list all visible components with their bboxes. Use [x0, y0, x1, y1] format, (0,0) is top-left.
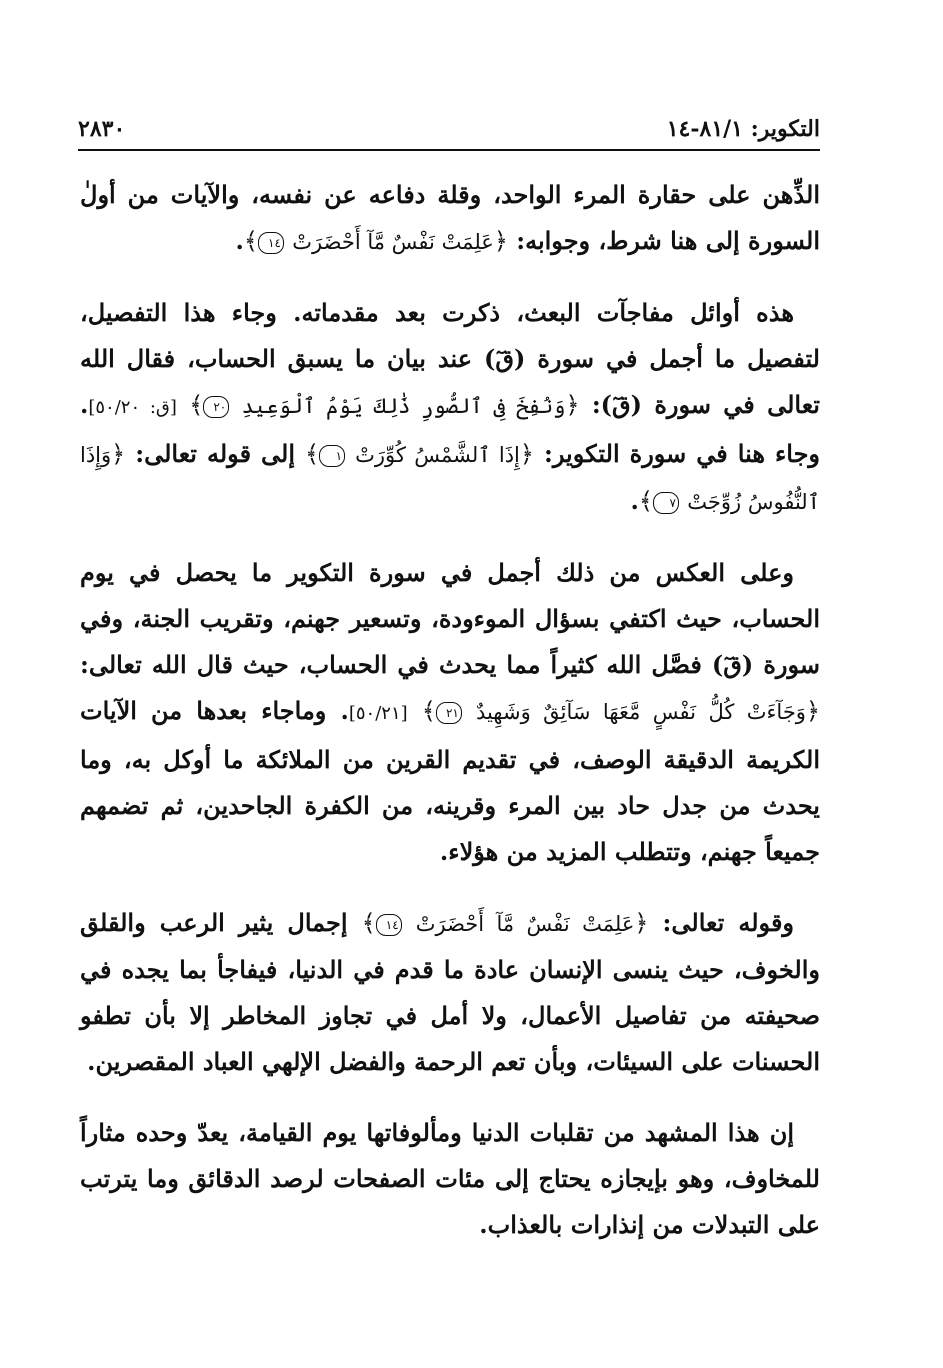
ayah-number-marker: ١ — [319, 445, 345, 467]
paragraph-1 — [80, 172, 820, 265]
quran-verse: عَلِمَتْ نَفْسٌ مَّآ أَحْضَرَتْ — [415, 912, 635, 936]
ornate-bracket-open: ﴿ — [634, 909, 649, 937]
verse-citation: [ق: ٥٠/٢٠] — [88, 397, 177, 418]
ayah-number-marker: ١٤ — [376, 914, 402, 936]
verse-citation: [٥٠/٢١] — [348, 703, 408, 724]
paragraph-text: . — [235, 226, 244, 255]
ornate-bracket-close: ﴾ — [361, 909, 376, 937]
quran-verse: عَلِمَتْ نَفْسٌ مَّآ أَحْضَرَتْ — [292, 230, 494, 254]
paragraph-5 — [80, 1110, 820, 1248]
ayah-number-marker: ٧ — [653, 492, 679, 514]
paragraph-text: الذِّهن على حقارة المرء الواحد، وقلة دفاعه عن نفسه، والآيات من أولٰ السورة إلى هنا شرط، وجوابه: — [80, 180, 820, 255]
ornate-bracket-close: ﴾ — [189, 391, 204, 419]
paragraph-text: . وماجاء بعدها من الآيات الكريمة الدقيقة الوصف، في تقديم القرين من الملائكة ما أوكل به، وما يحدث من جدل حاد بين المرء وقرينه، من الكفرة الجاحدين، ثم تضمهم جميعاً جهنم، وتتطلب المزيد من هؤلاء. — [80, 696, 820, 866]
quran-verse: وَنُفِخَ فِى ٱلصُّورِ ذَٰلِكَ يَوْمُ ٱلْوَعِيدِ — [241, 394, 566, 418]
ornate-bracket-close: ﴾ — [305, 440, 320, 468]
paragraph-text: . وجاء هنا في سورة التكوير: — [80, 390, 821, 468]
ornate-bracket-close: ﴾ — [243, 227, 258, 255]
ornate-bracket-open: ﴿ — [493, 227, 508, 255]
ayah-number-marker: ٢٠ — [203, 396, 229, 418]
ornate-bracket-open: ﴿ — [805, 697, 820, 725]
quran-verse: وَجَآءَتْ كُلُّ نَفْسٍ مَّعَهَا سَآئِقٌ وَشَهِيدٌ — [475, 700, 806, 724]
paragraph-text: وقوله تعالى: — [648, 908, 795, 937]
quran-verse: إِذَا ٱلشَّمْسُ كُوِّرَتْ — [355, 443, 520, 467]
ornate-bracket-open: ﴿ — [111, 440, 126, 468]
ornate-bracket-open: ﴿ — [565, 391, 580, 419]
header-divider — [78, 149, 820, 151]
page-number: ٢٨٣٠ — [78, 116, 126, 142]
paragraph-text: إن هذا المشهد من تقلبات الدنيا ومألوفاتها يوم القيامة، يعدّ وحده مثاراً للمخاوف، وهو بإيجازه يحتاج إلى مئات الصفحات لرصد الدقائق وما يترتب على التبدلات من إنذارات بالعذاب. — [80, 1118, 820, 1239]
paragraph-text: إلى قوله تعالى: — [125, 439, 306, 468]
surah-reference: التكوير: ٨١/١-١٤ — [666, 116, 820, 142]
paragraph-text: إجمال يثير الرعب والقلق والخوف، حيث ينسى الإنسان عادة ما قدم في الدنيا، فيفاجأ بما يجده في صحيفته من تفاصيل الأعمال، ولا أمل في تجاوز المخاطر إلا بأن تطفو الحسنات على السيئات، وبأن تعم الرحمة والفضل الإلهي العباد المقصرين. — [80, 908, 821, 1076]
body-text — [80, 172, 820, 1273]
ayah-number-marker: ١٤ — [258, 232, 284, 254]
paragraph-text: . — [630, 486, 639, 515]
running-header — [78, 112, 820, 146]
ornate-bracket-open: ﴿ — [519, 440, 534, 468]
ornate-bracket-close: ﴾ — [638, 487, 653, 515]
ornate-bracket-close: ﴾ — [421, 697, 436, 725]
paragraph-2 — [80, 290, 820, 525]
paragraph-text: وعلى العكس من ذلك أجمل في سورة التكوير ما يحصل في يوم الحساب، حيث اكتفي بسؤال الموءودة، وتسعير جهنم، وتقريب الجنة، وفي سورة (قٓ) فصَّل الله كثيراً مما يحدث في الحساب، حيث قال الله تعالى: — [80, 558, 820, 679]
paragraph-text: هذه أوائل مفاجآت البعث، ذكرت بعد مقدماته. وجاء هذا التفصيل، لتفصيل ما أجمل في سورة (قٓ) عند بيان ما يسبق الحساب، فقال الله تعالى في سورة (قٓ): — [80, 298, 820, 419]
paragraph-4 — [80, 900, 820, 1085]
ayah-number-marker: ٢١ — [436, 702, 462, 724]
paragraph-3 — [80, 550, 820, 875]
quran-verse: وَإِذَا ٱلنُّفُوسُ زُوِّجَتْ — [80, 443, 820, 514]
